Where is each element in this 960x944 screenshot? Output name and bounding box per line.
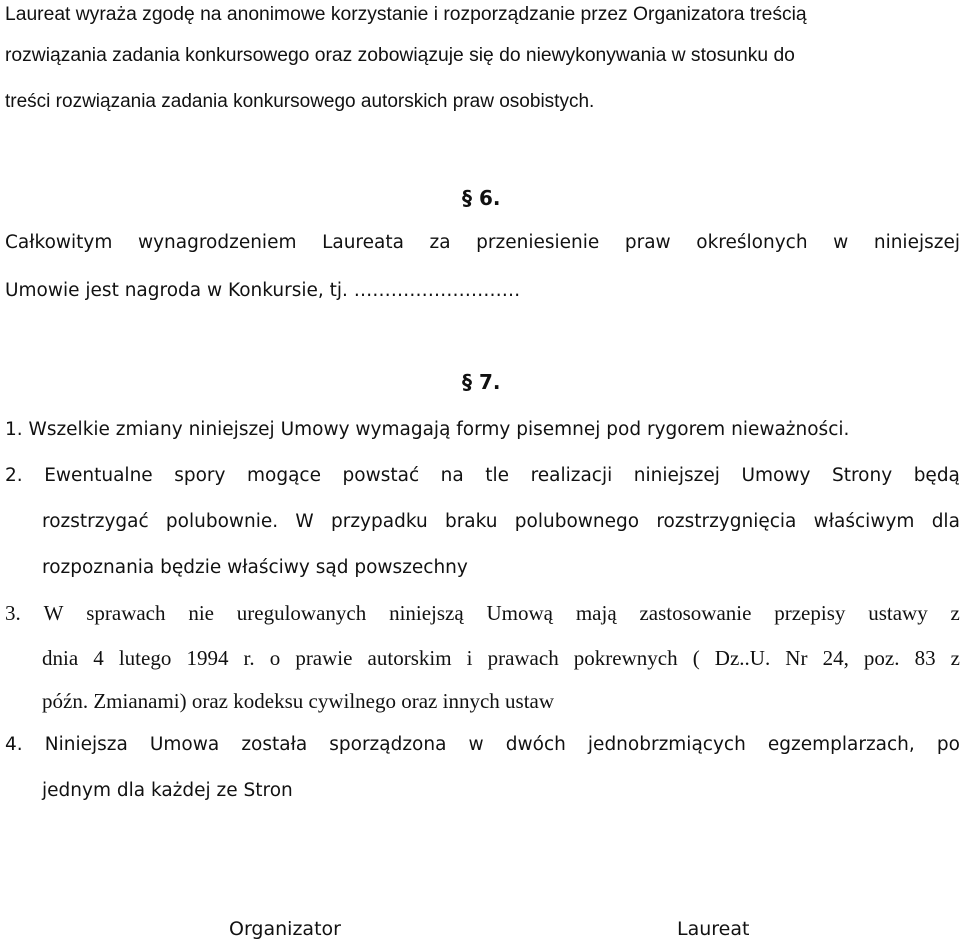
intro-line-1: Laureat wyraża zgodę na anonimowe korzystanie i rozporządzanie przez Organizatora treścią	[5, 4, 807, 25]
word: powstać	[342, 465, 420, 486]
section-6-line-2: Umowie jest nagroda w Konkursie, tj. ………………………	[5, 280, 521, 301]
word: Laureata	[322, 232, 404, 253]
section-7-item-2-line-2	[42, 511, 960, 532]
word: jednobrzmiących	[587, 734, 746, 755]
word: przepisy	[774, 601, 846, 625]
word: Niniejsza	[44, 734, 128, 755]
section-7-item-2-line-3: rozpoznania będzie właściwy sąd powszechny	[42, 557, 468, 578]
word: Umową	[486, 601, 554, 625]
word: wynagrodzeniem	[137, 232, 297, 253]
word: mogące	[247, 465, 321, 486]
word: 83	[914, 646, 936, 670]
word: prawie	[295, 646, 353, 670]
word: przeniesienie	[476, 232, 600, 253]
section-7-item-3-line-1	[5, 601, 960, 626]
word: tle	[485, 465, 510, 486]
word: pokrewnych	[573, 646, 678, 670]
word: 2.	[5, 465, 23, 486]
word: rozstrzygnięcia	[656, 511, 797, 532]
word: na	[440, 465, 464, 486]
word: po	[936, 734, 960, 755]
word: realizacji	[530, 465, 613, 486]
word: Całkowitym	[5, 232, 113, 253]
word: niniejszej	[633, 465, 720, 486]
section-7-item-3-line-3: późn. Zmianami) oraz kodeksu cywilnego oraz innych ustaw	[42, 689, 555, 713]
word: ustawy	[868, 601, 928, 625]
word: dnia	[42, 646, 79, 670]
word: polubownego	[514, 511, 640, 532]
word: uregulowanych	[236, 601, 367, 625]
word: nie	[188, 601, 214, 625]
word: zastosowanie	[639, 601, 752, 625]
word: Dz..U.	[714, 646, 771, 670]
section-6-heading: § 6.	[462, 186, 501, 210]
word: prawach	[487, 646, 559, 670]
section-7-heading: § 7.	[462, 370, 501, 394]
section-7-item-3-line-2	[42, 646, 960, 671]
word: dwóch	[505, 734, 566, 755]
intro-line-2: rozwiązania zadania konkursowego oraz zobowiązuje się do niewykonywania w stosunku do	[5, 45, 795, 66]
intro-line-3: treści rozwiązania zadania konkursowego autorskich praw osobistych.	[5, 91, 595, 112]
word: Umowy	[741, 465, 811, 486]
word: będą	[913, 465, 960, 486]
word: Umowa	[149, 734, 220, 755]
word: w	[833, 232, 849, 253]
word: właściwym	[813, 511, 915, 532]
signature-organizator: Organizator	[229, 918, 341, 940]
word: r.	[243, 646, 255, 670]
word: rozstrzygać	[42, 511, 149, 532]
word: 24,	[822, 646, 849, 670]
word: niniejszej	[873, 232, 960, 253]
word: określonych	[696, 232, 808, 253]
word: sporządzona	[329, 734, 447, 755]
word: przypadku	[330, 511, 428, 532]
word: 3.	[5, 601, 21, 625]
word: Nr	[785, 646, 808, 670]
word: Ewentualne	[44, 465, 153, 486]
word: egzemplarzach,	[767, 734, 915, 755]
word: 4	[93, 646, 104, 670]
section-7-item-2-line-1	[5, 465, 960, 486]
word: o	[269, 646, 281, 670]
word: 1994	[186, 646, 229, 670]
word: z	[950, 601, 960, 625]
section-7-item-4-line-2: jednym dla każdej ze Stron	[42, 780, 293, 801]
word: w	[468, 734, 484, 755]
signature-laureat: Laureat	[677, 918, 750, 940]
word: polubownie.	[165, 511, 279, 532]
word: poz.	[863, 646, 900, 670]
word: praw	[624, 232, 671, 253]
word: W	[43, 601, 64, 625]
word: została	[241, 734, 308, 755]
word: za	[429, 232, 451, 253]
word: autorskim	[367, 646, 452, 670]
section-6-line-1	[5, 232, 960, 253]
word: braku	[444, 511, 498, 532]
word: z	[950, 646, 960, 670]
word: Strony	[831, 465, 893, 486]
section-7-item-1: 1. Wszelkie zmiany niniejszej Umowy wymagają formy pisemnej pod rygorem nieważności.	[5, 419, 850, 440]
word: sprawach	[86, 601, 166, 625]
word: 4.	[5, 734, 23, 755]
word: spory	[174, 465, 226, 486]
word: mają	[575, 601, 617, 625]
section-7-item-4-line-1	[5, 734, 960, 755]
word: dla	[931, 511, 960, 532]
word: niniejszą	[389, 601, 464, 625]
word: W	[295, 511, 314, 532]
word: (	[692, 646, 700, 670]
word: i	[466, 646, 473, 670]
word: lutego	[118, 646, 172, 670]
